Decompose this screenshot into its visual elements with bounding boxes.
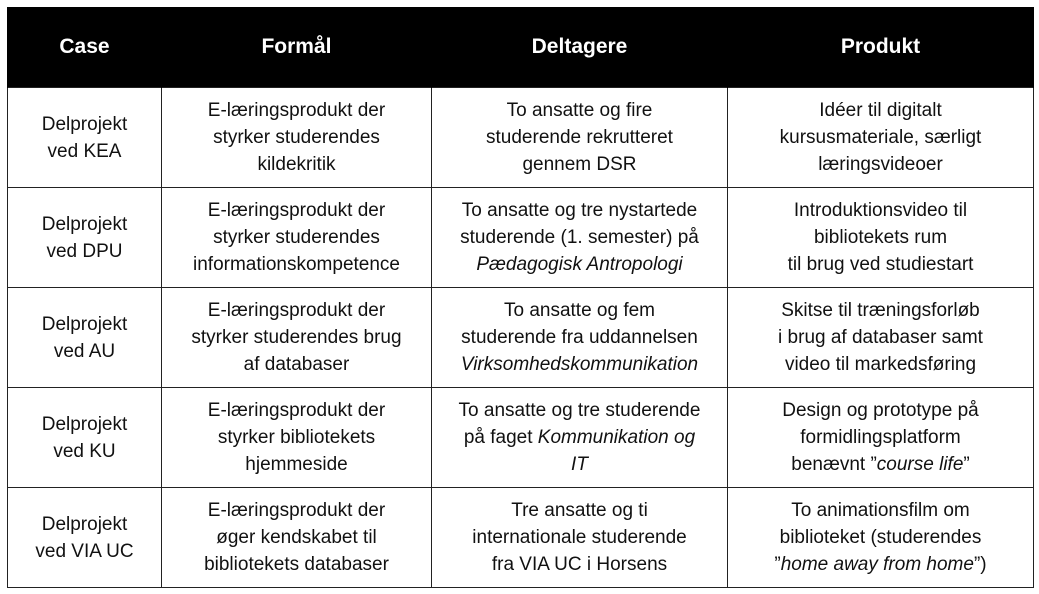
text-segment: Design og prototype på (782, 400, 979, 421)
cell-formaal-line: styrker studerendes (213, 227, 380, 248)
cell-produkt-line (732, 124, 1029, 151)
cell-formaal-line: kildekritik (257, 154, 336, 175)
cell-deltagere-line (436, 324, 723, 351)
cell-formaal (162, 488, 432, 588)
cell-case-line: Delprojekt (41, 213, 128, 235)
cell-deltagere-line (436, 424, 723, 451)
text-segment: fra VIA UC i Horsens (491, 554, 668, 575)
cell-case (8, 88, 162, 188)
cell-deltagere-line (436, 224, 723, 251)
text-segment: studerende fra uddannelsen (461, 327, 698, 348)
cell-produkt (728, 88, 1034, 188)
cell-formaal-line: styrker studerendes (213, 127, 380, 148)
header-produkt: Produkt (728, 7, 1034, 88)
table-row (8, 188, 1034, 288)
cell-case-line: Delprojekt (41, 413, 128, 435)
cell-produkt-line (732, 551, 1029, 578)
cell-formaal (162, 188, 432, 288)
cell-produkt (728, 488, 1034, 588)
cell-deltagere (432, 488, 728, 588)
cell-formaal-line: E-læringsprodukt der (207, 100, 386, 121)
header-formaal: Formål (162, 7, 432, 88)
text-segment: internationale studerende (472, 527, 687, 548)
cell-case-line: ved AU (53, 340, 116, 362)
cell-formaal-line: E-læringsprodukt der (207, 400, 386, 421)
text-segment: Idéer til digitalt (819, 100, 942, 121)
italic-text: course life (876, 454, 964, 475)
table-row (8, 288, 1034, 388)
cell-produkt-line (732, 324, 1029, 351)
cell-produkt-line (732, 297, 1029, 324)
italic-text: home away from home (780, 554, 974, 575)
cell-formaal (162, 88, 432, 188)
table-row (8, 388, 1034, 488)
text-segment: ” (774, 554, 781, 575)
header-row (8, 7, 1034, 88)
text-segment: To ansatte og tre studerende (458, 400, 701, 421)
cell-case-line: Delprojekt (41, 513, 128, 535)
cell-case (8, 488, 162, 588)
text-segment: bibliotekets rum (813, 227, 948, 248)
table-body (8, 88, 1034, 588)
text-segment: gennem DSR (522, 154, 637, 175)
cell-formaal-line: E-læringsprodukt der (207, 300, 386, 321)
cell-deltagere-line (436, 497, 723, 524)
text-segment: To ansatte og fire (506, 100, 653, 121)
cell-deltagere (432, 288, 728, 388)
cell-produkt-line (732, 451, 1029, 478)
cell-formaal-line: hjemmeside (245, 454, 348, 475)
table-header (8, 7, 1034, 88)
cell-case (8, 288, 162, 388)
text-segment: Skitse til træningsforløb (781, 300, 980, 321)
cell-deltagere-line (436, 351, 723, 378)
text-segment: studerende (1. semester) på (460, 227, 699, 248)
cell-produkt-line (732, 424, 1029, 451)
italic-text: Kommunikation og (537, 427, 696, 448)
cell-formaal (162, 288, 432, 388)
cell-deltagere (432, 88, 728, 188)
cell-deltagere (432, 388, 728, 488)
text-segment: formidlingsplatform (800, 427, 961, 448)
cell-formaal (162, 388, 432, 488)
cell-produkt-line (732, 224, 1029, 251)
cell-produkt-line (732, 351, 1029, 378)
cell-case (8, 388, 162, 488)
italic-text: IT (571, 454, 588, 475)
text-segment: i brug af databaser samt (778, 327, 983, 348)
cell-deltagere-line (436, 151, 723, 178)
cell-case-line: Delprojekt (41, 313, 128, 335)
cell-produkt-line (732, 397, 1029, 424)
text-segment: ”) (973, 554, 987, 575)
text-segment: kursusmateriale, særligt (779, 127, 982, 148)
italic-text: Virksomhedskommunikation (460, 354, 699, 375)
text-segment: Tre ansatte og ti (511, 500, 648, 521)
cell-formaal-line: af databaser (243, 354, 350, 375)
table-row (8, 88, 1034, 188)
cell-produkt-line (732, 197, 1029, 224)
text-segment: ” (963, 454, 970, 475)
cell-formaal-line: E-læringsprodukt der (207, 500, 386, 521)
cell-deltagere-line (436, 397, 723, 424)
cell-deltagere-line (436, 451, 723, 478)
text-segment: til brug ved studiestart (787, 254, 974, 275)
text-segment: studerende rekrutteret (486, 127, 673, 148)
cell-case-line: Delprojekt (41, 113, 128, 135)
cell-formaal-line: informationskompetence (193, 254, 400, 275)
cell-case-line: ved DPU (46, 240, 123, 262)
cell-deltagere (432, 188, 728, 288)
header-deltagere: Deltagere (432, 7, 728, 88)
text-segment: To ansatte og tre nystartede (461, 200, 698, 221)
cell-produkt-line (732, 497, 1029, 524)
text-segment: To ansatte og fem (503, 300, 656, 321)
cell-produkt (728, 188, 1034, 288)
text-segment: biblioteket (studerendes (779, 527, 982, 548)
cell-case-line: ved KEA (47, 140, 122, 162)
cell-formaal-line: øger kendskabet til (216, 527, 377, 548)
text-segment: læringsvideoer (818, 154, 943, 175)
text-segment: To animationsfilm om (791, 500, 970, 521)
cell-deltagere-line (436, 297, 723, 324)
cell-case-line: ved VIA UC (35, 540, 134, 562)
cell-deltagere-line (436, 551, 723, 578)
cell-produkt-line (732, 524, 1029, 551)
text-segment: på faget (463, 427, 538, 448)
table-row (8, 488, 1034, 588)
text-segment: video til markedsføring (784, 354, 977, 375)
cell-deltagere-line (436, 524, 723, 551)
cell-case (8, 188, 162, 288)
italic-text: Pædagogisk Antropologi (476, 254, 683, 275)
cell-formaal-line: E-læringsprodukt der (207, 200, 386, 221)
cell-deltagere-line (436, 97, 723, 124)
project-overview-table (7, 7, 1034, 588)
cell-deltagere-line (436, 124, 723, 151)
text-segment: benævnt ” (791, 454, 877, 475)
cell-produkt-line (732, 151, 1029, 178)
cell-produkt-line (732, 97, 1029, 124)
header-case: Case (8, 7, 162, 88)
cell-deltagere-line (436, 251, 723, 278)
cell-produkt-line (732, 251, 1029, 278)
cell-formaal-line: styrker bibliotekets (217, 427, 376, 448)
text-segment: Introduktionsvideo til (793, 200, 968, 221)
cell-case-line: ved KU (53, 440, 116, 462)
cell-produkt (728, 388, 1034, 488)
cell-formaal-line: styrker studerendes brug (191, 327, 402, 348)
cell-formaal-line: bibliotekets databaser (204, 554, 389, 575)
cell-deltagere-line (436, 197, 723, 224)
cell-produkt (728, 288, 1034, 388)
